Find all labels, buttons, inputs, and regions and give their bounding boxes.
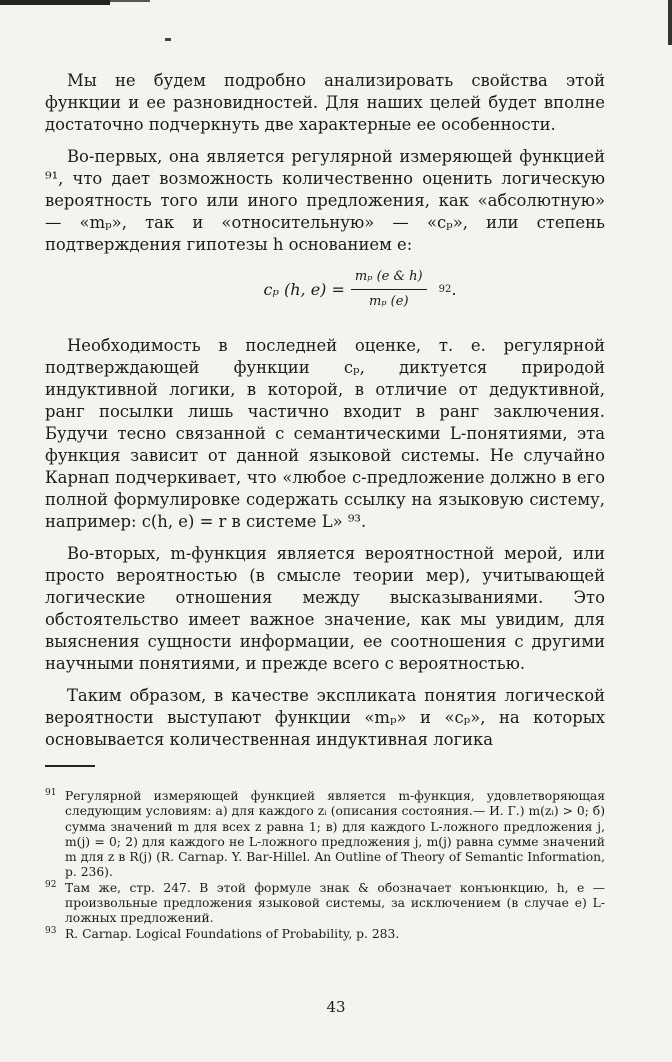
formula-fraction [351,266,427,313]
paragraph-1: Мы не будем подробно анализировать свойства этой функции и ее разновидностей. Для наших целей будет вполне достаточно подчеркнуть две характерные ее особенности. [45,71,605,134]
paragraph-2: Во-первых, она является регулярной измеряющей функцией ⁹¹, что дает возможность количественно оценить логическую вероятность того или иного предложения, как «абсолютную» — «mₚ», так и «относительную» — «cₚ», или степень подтверждения гипотезы h основанием e: [45,147,605,254]
footnote-number: 91 [45,788,57,798]
paragraph-4: Во-вторых, m-функция является вероятностной мерой, или просто вероятностью (в смысле теории мер), учитывающей логические отношения между высказываниями. Это обстоятельство имеет важное значение, как мы увидим, для выяснения сущности информации, ее соотношения с другими научными понятиями, и прежде всего с вероятностью. [45,544,605,673]
footnote-separator [45,765,95,767]
footnotes [45,789,605,942]
footnote-text: R. Carnap. Logical Foundations of Probability, p. 283. [65,926,400,941]
page-content [45,70,605,942]
footnote-text: Регулярной измеряющей функцией является m-функция, удовлетворяющая следующим условиям: а) для каждого zᵢ (описания состояния.— И. Г.) m(zᵢ) > 0; б) сумма значений m для всех z равна 1; в) для каждого L-ложного предложения j, m(j) = 0; 2) для каждого не L-ложного предложения j, m(j) равна сумме значений m для z в R(j) (R. Carnap. Y. Bar-Hillel. An Outline of Theory of Semantic Information, p. 236). [65,789,605,880]
formula-footnote-ref: 92 [438,283,452,295]
footnote-91 [45,789,605,881]
scan-mark [165,38,171,41]
paragraph-3: Необходимость в последней оценке, т. е. регулярной подтверждающей функции cₚ, диктуется природой индуктивной логики, в которой, в отличие от дедуктивной, ранг посылки лишь частично входит в ранг заключения. Будучи тесно связанной с семантическими L-понятиями, эта функция зависит от данной языковой системы. Не случайно Карнап подчеркивает, что «любое c-предложение должно в его полной формулировке содержать ссылку на языковую систему, например: c(h, e) = r в системе L» ⁹³. [45,336,605,531]
scan-edge-top-mark [110,0,150,2]
footnote-number: 93 [45,925,57,936]
scan-edge-right [668,0,672,45]
scan-edge-top [0,0,110,5]
paragraph-5: Таким образом, в качестве экспликата понятия логической вероятности выступают функции «mₚ» и «cₚ», на которых основывается количественная индуктивная логика [45,686,605,749]
footnote-number: 92 [45,879,57,890]
footnote-92 [45,881,605,927]
formula [45,266,605,313]
formula-end: . [451,279,457,299]
formula-denominator: mₚ (e) [369,294,409,309]
page-number: 43 [326,998,346,1016]
formula-numerator: mₚ (e & h) [351,266,427,290]
footnote-93 [45,927,605,942]
formula-lhs: cₚ (h, e) = [263,279,345,299]
footnote-text: Там же, стр. 247. В этой формуле знак & обозначает конъюнкцию, h, e — произвольные предложения языковой системы, за исключением (в случае e) L-ложных предложений. [65,880,605,926]
main-text [45,70,605,751]
